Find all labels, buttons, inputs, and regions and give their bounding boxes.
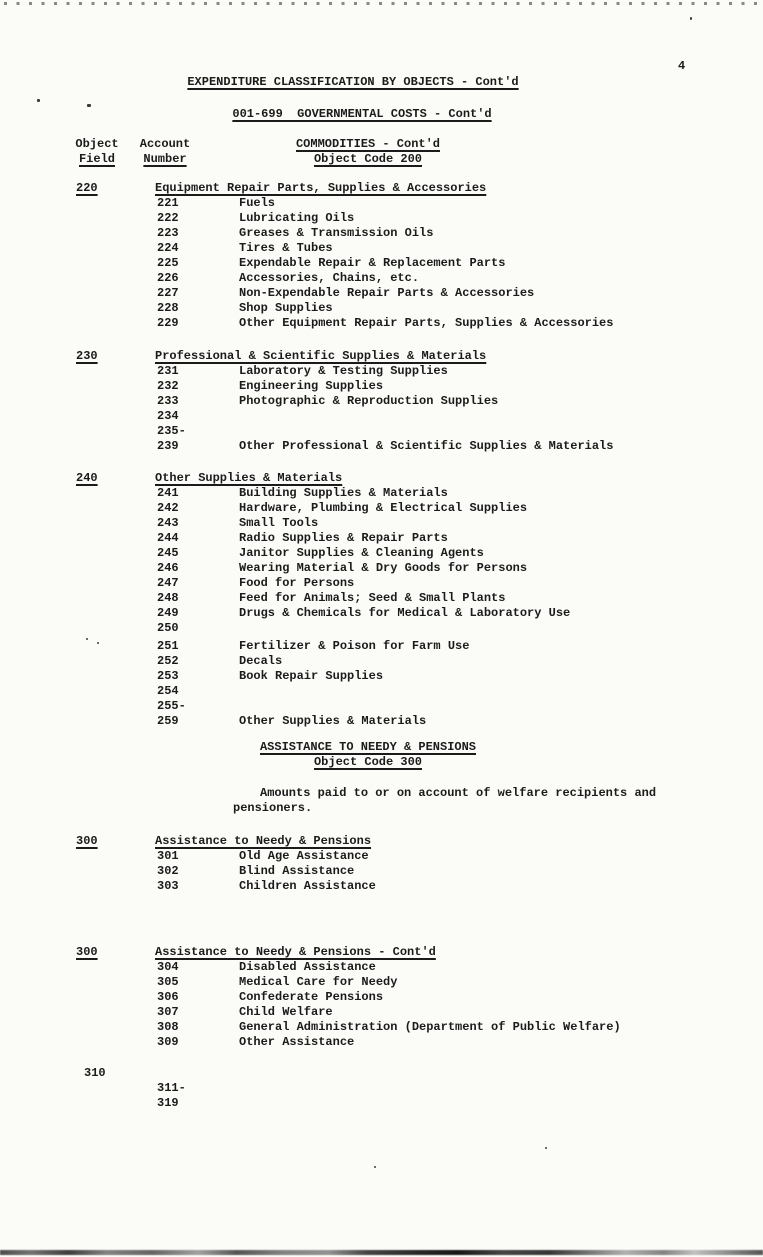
account-row (0, 639, 763, 654)
section-300 (0, 945, 763, 1050)
account-row (0, 879, 763, 894)
account-label: Shop Supplies (239, 301, 333, 315)
object-field-number: 230 (76, 349, 98, 363)
account-number: 244 (157, 531, 179, 545)
account-number: 253 (157, 669, 179, 683)
account-row (0, 1020, 763, 1035)
page-subtitle-text: 001-699 GOVERNMENTAL COSTS - Cont'd (232, 107, 492, 121)
account-row (0, 546, 763, 561)
account-number: 250 (157, 621, 179, 635)
account-label: Laboratory & Testing Supplies (239, 364, 448, 378)
account-row (0, 561, 763, 576)
account-label: Other Assistance (239, 1035, 355, 1049)
account-row (0, 591, 763, 606)
account-number: 307 (157, 1005, 179, 1019)
page-number: 4 (678, 59, 686, 73)
account-row (0, 1096, 763, 1111)
table-column-headers (0, 137, 763, 169)
scan-speck (374, 1166, 376, 1168)
account-number: 306 (157, 990, 179, 1004)
column-header-line: Number (143, 152, 187, 166)
section-title: Assistance to Needy & Pensions (155, 834, 372, 848)
account-label: Decals (239, 654, 283, 668)
account-label: Engineering Supplies (239, 379, 384, 393)
section-310 (0, 1066, 763, 1111)
account-row (0, 849, 763, 864)
section-title: Assistance to Needy & Pensions - Cont'd (155, 945, 436, 959)
account-row (0, 1081, 763, 1096)
section-header-row (0, 834, 763, 849)
account-row (0, 486, 763, 501)
scan-speck (690, 17, 692, 20)
account-row (0, 226, 763, 241)
account-label: Hardware, Plumbing & Electrical Supplies (239, 501, 528, 515)
account-row (0, 531, 763, 546)
account-row (0, 684, 763, 699)
scan-bottom-line (0, 1250, 763, 1255)
column-header-line: Object (75, 137, 119, 151)
column-header-object-field (74, 137, 120, 167)
account-number: 234 (157, 409, 179, 423)
account-label: Medical Care for Needy (239, 975, 398, 989)
account-row (0, 286, 763, 301)
account-label: Tires & Tubes (239, 241, 333, 255)
account-row (0, 501, 763, 516)
account-number: 221 (157, 196, 179, 210)
account-label: Janitor Supplies & Cleaning Agents (239, 546, 484, 560)
account-number: 241 (157, 486, 179, 500)
account-number: 301 (157, 849, 179, 863)
account-row (0, 960, 763, 975)
object-field-number: 310 (84, 1066, 106, 1080)
group-heading (6, 740, 730, 770)
account-row (0, 256, 763, 271)
page-title (0, 75, 706, 90)
account-number: 231 (157, 364, 179, 378)
account-label: Expendable Repair & Replacement Parts (239, 256, 506, 270)
account-number: 319 (157, 1096, 179, 1110)
account-label: Non-Expendable Repair Parts & Accessories (239, 286, 535, 300)
account-number: 243 (157, 516, 179, 530)
account-number: 259 (157, 714, 179, 728)
account-number: 224 (157, 241, 179, 255)
account-row (0, 379, 763, 394)
section-header-row (0, 349, 763, 364)
account-label: Small Tools (239, 516, 319, 530)
account-row (0, 394, 763, 409)
page-title-text: EXPENDITURE CLASSIFICATION BY OBJECTS - Cont'd (187, 75, 519, 89)
account-label: General Administration (Department of Public Welfare) (239, 1020, 621, 1034)
account-row (0, 316, 763, 331)
account-number: 233 (157, 394, 179, 408)
account-number: 223 (157, 226, 179, 240)
account-number: 246 (157, 561, 179, 575)
account-row (0, 364, 763, 379)
object-field-number: 240 (76, 471, 98, 485)
account-label: Disabled Assistance (239, 960, 376, 974)
account-row (0, 990, 763, 1005)
scan-speck (545, 1147, 547, 1149)
account-label: Old Age Assistance (239, 849, 369, 863)
account-number: 225 (157, 256, 179, 270)
account-label: Accessories, Chains, etc. (239, 271, 420, 285)
account-number: 303 (157, 879, 179, 893)
account-number: 247 (157, 576, 179, 590)
account-number: 255- (157, 699, 186, 713)
account-row (0, 301, 763, 316)
account-label: Other Professional & Scientific Supplies & Materials (239, 439, 614, 453)
account-number: 309 (157, 1035, 179, 1049)
account-row (0, 196, 763, 211)
account-number: 248 (157, 591, 179, 605)
scan-edge-dots (4, 2, 759, 5)
group-heading-text: Object Code 300 (313, 755, 423, 769)
account-number: 229 (157, 316, 179, 330)
section-header-row (0, 1066, 763, 1081)
column-header-commodities (246, 137, 490, 167)
account-row (0, 669, 763, 684)
section-300 (0, 834, 763, 894)
account-label: Book Repair Supplies (239, 669, 384, 683)
group-heading-text: ASSISTANCE TO NEEDY & PENSIONS (259, 740, 477, 754)
account-label: Confederate Pensions (239, 990, 384, 1004)
account-label: Fertilizer & Poison for Farm Use (239, 639, 470, 653)
column-header-account-number (138, 137, 192, 167)
account-number: 305 (157, 975, 179, 989)
account-row (0, 271, 763, 286)
account-row (0, 699, 763, 714)
section-header-row (0, 945, 763, 960)
account-row (0, 864, 763, 879)
account-number: 249 (157, 606, 179, 620)
account-row (0, 621, 763, 636)
account-number: 242 (157, 501, 179, 515)
scan-speck (37, 99, 40, 102)
account-number: 302 (157, 864, 179, 878)
account-number: 228 (157, 301, 179, 315)
account-label: Wearing Material & Dry Goods for Persons (239, 561, 528, 575)
account-row (0, 975, 763, 990)
account-row (0, 606, 763, 621)
section-title: Professional & Scientific Supplies & Materials (155, 349, 487, 363)
account-row (0, 409, 763, 424)
section-title: Other Supplies & Materials (155, 471, 343, 485)
account-label: Drugs & Chemicals for Medical & Laboratory Use (239, 606, 571, 620)
page-subtitle (0, 107, 724, 122)
account-number: 245 (157, 546, 179, 560)
account-number: 251 (157, 639, 179, 653)
group-heading-line (6, 755, 730, 770)
account-number: 252 (157, 654, 179, 668)
account-label: Fuels (239, 196, 276, 210)
account-label: Other Equipment Repair Parts, Supplies & Accessories (239, 316, 614, 330)
account-label: Lubricating Oils (239, 211, 355, 225)
account-label: Radio Supplies & Repair Parts (239, 531, 448, 545)
account-number: 222 (157, 211, 179, 225)
section-header-row (0, 181, 763, 196)
account-row (0, 576, 763, 591)
account-row (0, 424, 763, 439)
account-label: Food for Persons (239, 576, 355, 590)
column-header-line: COMMODITIES - Cont'd (295, 137, 441, 151)
account-label: Feed for Animals; Seed & Small Plants (239, 591, 506, 605)
account-label: Child Welfare (239, 1005, 333, 1019)
column-header-line: Account (139, 137, 191, 151)
section-header-row (0, 471, 763, 486)
account-row (0, 241, 763, 256)
column-header-line: Object Code 200 (313, 152, 423, 166)
paragraph-line: Amounts paid to or on account of welfare recipients and (260, 786, 657, 800)
account-label: Children Assistance (239, 879, 376, 893)
account-number: 239 (157, 439, 179, 453)
description-paragraph (233, 786, 703, 816)
account-label: Greases & Transmission Oils (239, 226, 434, 240)
account-number: 226 (157, 271, 179, 285)
object-field-number: 300 (76, 834, 98, 848)
object-field-number: 300 (76, 945, 98, 959)
account-number: 311- (157, 1081, 186, 1095)
account-number: 232 (157, 379, 179, 393)
section-title: Equipment Repair Parts, Supplies & Accessories (155, 181, 487, 195)
section-230 (0, 349, 763, 454)
column-header-line: Field (78, 152, 115, 166)
account-number: 304 (157, 960, 179, 974)
account-row (0, 714, 763, 729)
section-240 (0, 471, 763, 729)
account-label: Other Supplies & Materials (239, 714, 427, 728)
paragraph-line: pensioners. (233, 801, 313, 815)
group-heading-line (6, 740, 730, 755)
account-label: Photographic & Reproduction Supplies (239, 394, 499, 408)
account-row (0, 516, 763, 531)
account-label: Blind Assistance (239, 864, 355, 878)
account-row (0, 654, 763, 669)
account-row (0, 1005, 763, 1020)
account-number: 227 (157, 286, 179, 300)
account-row (0, 439, 763, 454)
account-number: 308 (157, 1020, 179, 1034)
object-field-number: 220 (76, 181, 98, 195)
account-row (0, 211, 763, 226)
account-row (0, 1035, 763, 1050)
section-220 (0, 181, 763, 331)
account-label: Building Supplies & Materials (239, 486, 448, 500)
account-number: 235- (157, 424, 186, 438)
account-number: 254 (157, 684, 179, 698)
